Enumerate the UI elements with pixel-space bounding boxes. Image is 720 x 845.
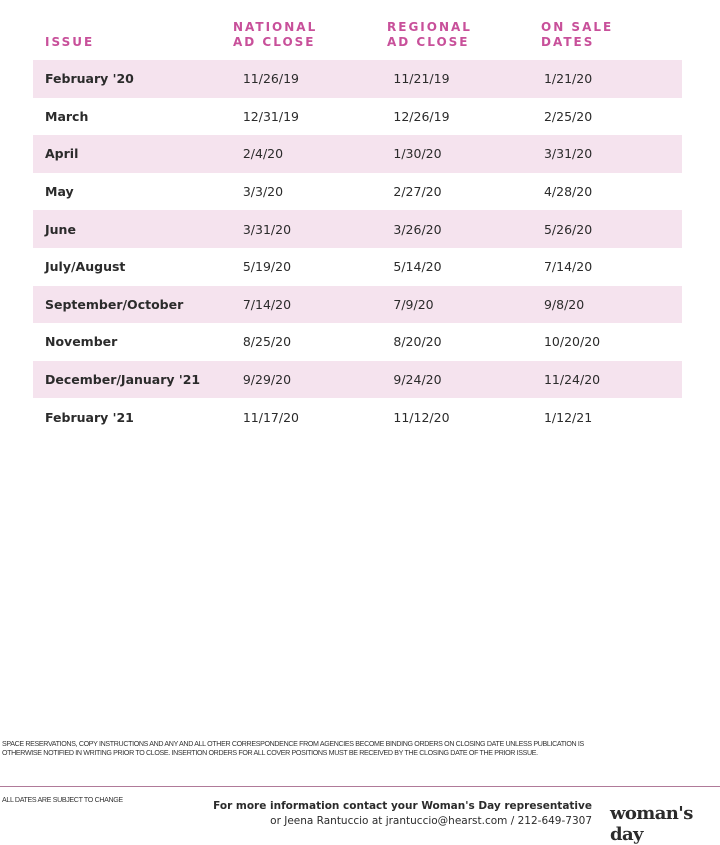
table-row (33, 173, 682, 211)
regional-ad-close-cell: 11/21/19 (393, 71, 450, 87)
note-line: OTHERWISE NOTIFIED IN WRITING PRIOR TO CLOSE. INSERTION ORDERS FOR ALL COVER POSITIONS MUST BE RECEIVED BY THE CLOSING DATE OF THE PRIOR ISSUE. (2, 749, 538, 757)
on-sale-date-cell: 7/14/20 (543, 259, 593, 275)
womans-day-logo: woman's day (610, 803, 693, 845)
table-row (33, 323, 682, 361)
contact-heading: For more information contact your Woman's Day representative (213, 800, 592, 812)
national-ad-close-cell: 8/25/20 (242, 334, 292, 350)
on-sale-date-cell: 10/20/20 (543, 334, 601, 350)
table-row (33, 60, 682, 98)
table-body (33, 60, 682, 436)
national-ad-close-cell: 5/19/20 (242, 259, 292, 275)
regional-ad-close-cell: 11/12/20 (393, 409, 450, 425)
national-ad-close-cell: 3/31/20 (242, 221, 292, 237)
column-header-on-sale-dates (541, 20, 613, 50)
issue-cell: February '21 (45, 409, 134, 425)
national-ad-close-cell: 11/17/20 (242, 409, 299, 425)
on-sale-date-cell: 9/8/20 (543, 296, 585, 312)
regional-ad-close-cell: 7/9/20 (393, 296, 434, 312)
table-row (33, 135, 682, 173)
on-sale-date-cell: 11/24/20 (543, 372, 601, 388)
column-header-issue (45, 35, 94, 50)
binding-orders-note (2, 740, 642, 758)
national-ad-close-cell: 3/3/20 (242, 184, 284, 200)
on-sale-date-cell: 1/21/20 (543, 71, 593, 87)
column-header-line: AD CLOSE (233, 35, 316, 49)
table-row (33, 248, 682, 286)
note-line: SPACE RESERVATIONS, COPY INSTRUCTIONS AND ANY AND ALL OTHER CORRESPONDENCE FROM AGENCIES BECOME BINDING ORDERS ON CLOSING DATE UNLESS PUBLICATION IS (2, 740, 584, 748)
national-ad-close-cell: 9/29/20 (242, 372, 292, 388)
column-header-line: DATES (541, 35, 595, 49)
column-header-national-ad-close (233, 20, 317, 50)
column-header-line: REGIONAL (387, 20, 472, 34)
national-ad-close-cell: 2/4/20 (242, 146, 284, 162)
issue-cell: June (45, 221, 76, 237)
table-row (33, 98, 682, 136)
regional-ad-close-cell: 3/26/20 (393, 221, 442, 237)
on-sale-date-cell: 4/28/20 (543, 184, 593, 200)
on-sale-date-cell: 1/12/21 (543, 409, 593, 425)
national-ad-close-cell: 11/26/19 (242, 71, 299, 87)
column-header-regional-ad-close (387, 20, 472, 50)
column-header-line: ON SALE (541, 20, 614, 34)
regional-ad-close-cell: 5/14/20 (393, 259, 442, 275)
contact-info (213, 799, 592, 829)
table-row (33, 210, 682, 248)
issue-cell: February '20 (45, 71, 134, 87)
issue-cell: November (45, 334, 118, 350)
table-row (33, 361, 682, 399)
on-sale-date-cell: 3/31/20 (543, 146, 593, 162)
table-row (33, 398, 682, 436)
regional-ad-close-cell: 1/30/20 (393, 146, 442, 162)
contact-details[interactable]: or Jeena Rantuccio at jrantuccio@hearst.com / 212-649-7307 (270, 815, 592, 827)
on-sale-date-cell: 2/25/20 (543, 108, 593, 124)
national-ad-close-cell: 7/14/20 (242, 296, 292, 312)
issue-cell: July/August (45, 259, 126, 275)
regional-ad-close-cell: 12/26/19 (393, 108, 450, 124)
table-row (33, 286, 682, 324)
regional-ad-close-cell: 9/24/20 (393, 372, 442, 388)
issue-cell: March (45, 108, 89, 124)
national-ad-close-cell: 12/31/19 (242, 108, 299, 124)
on-sale-date-cell: 5/26/20 (543, 221, 593, 237)
column-header-line: NATIONAL (233, 20, 318, 34)
issue-cell: December/January '21 (45, 372, 201, 388)
issue-cell: May (45, 184, 74, 200)
regional-ad-close-cell: 2/27/20 (393, 184, 442, 200)
footer-divider (0, 786, 720, 787)
column-header-line: AD CLOSE (387, 35, 470, 49)
issue-cell: September/October (45, 296, 184, 312)
issue-cell: April (45, 146, 79, 162)
dates-subject-to-change: ALL DATES ARE SUBJECT TO CHANGE (2, 796, 123, 804)
column-header-issue-line: ISSUE (45, 35, 95, 49)
regional-ad-close-cell: 8/20/20 (393, 334, 442, 350)
closing-dates-table (33, 60, 682, 436)
